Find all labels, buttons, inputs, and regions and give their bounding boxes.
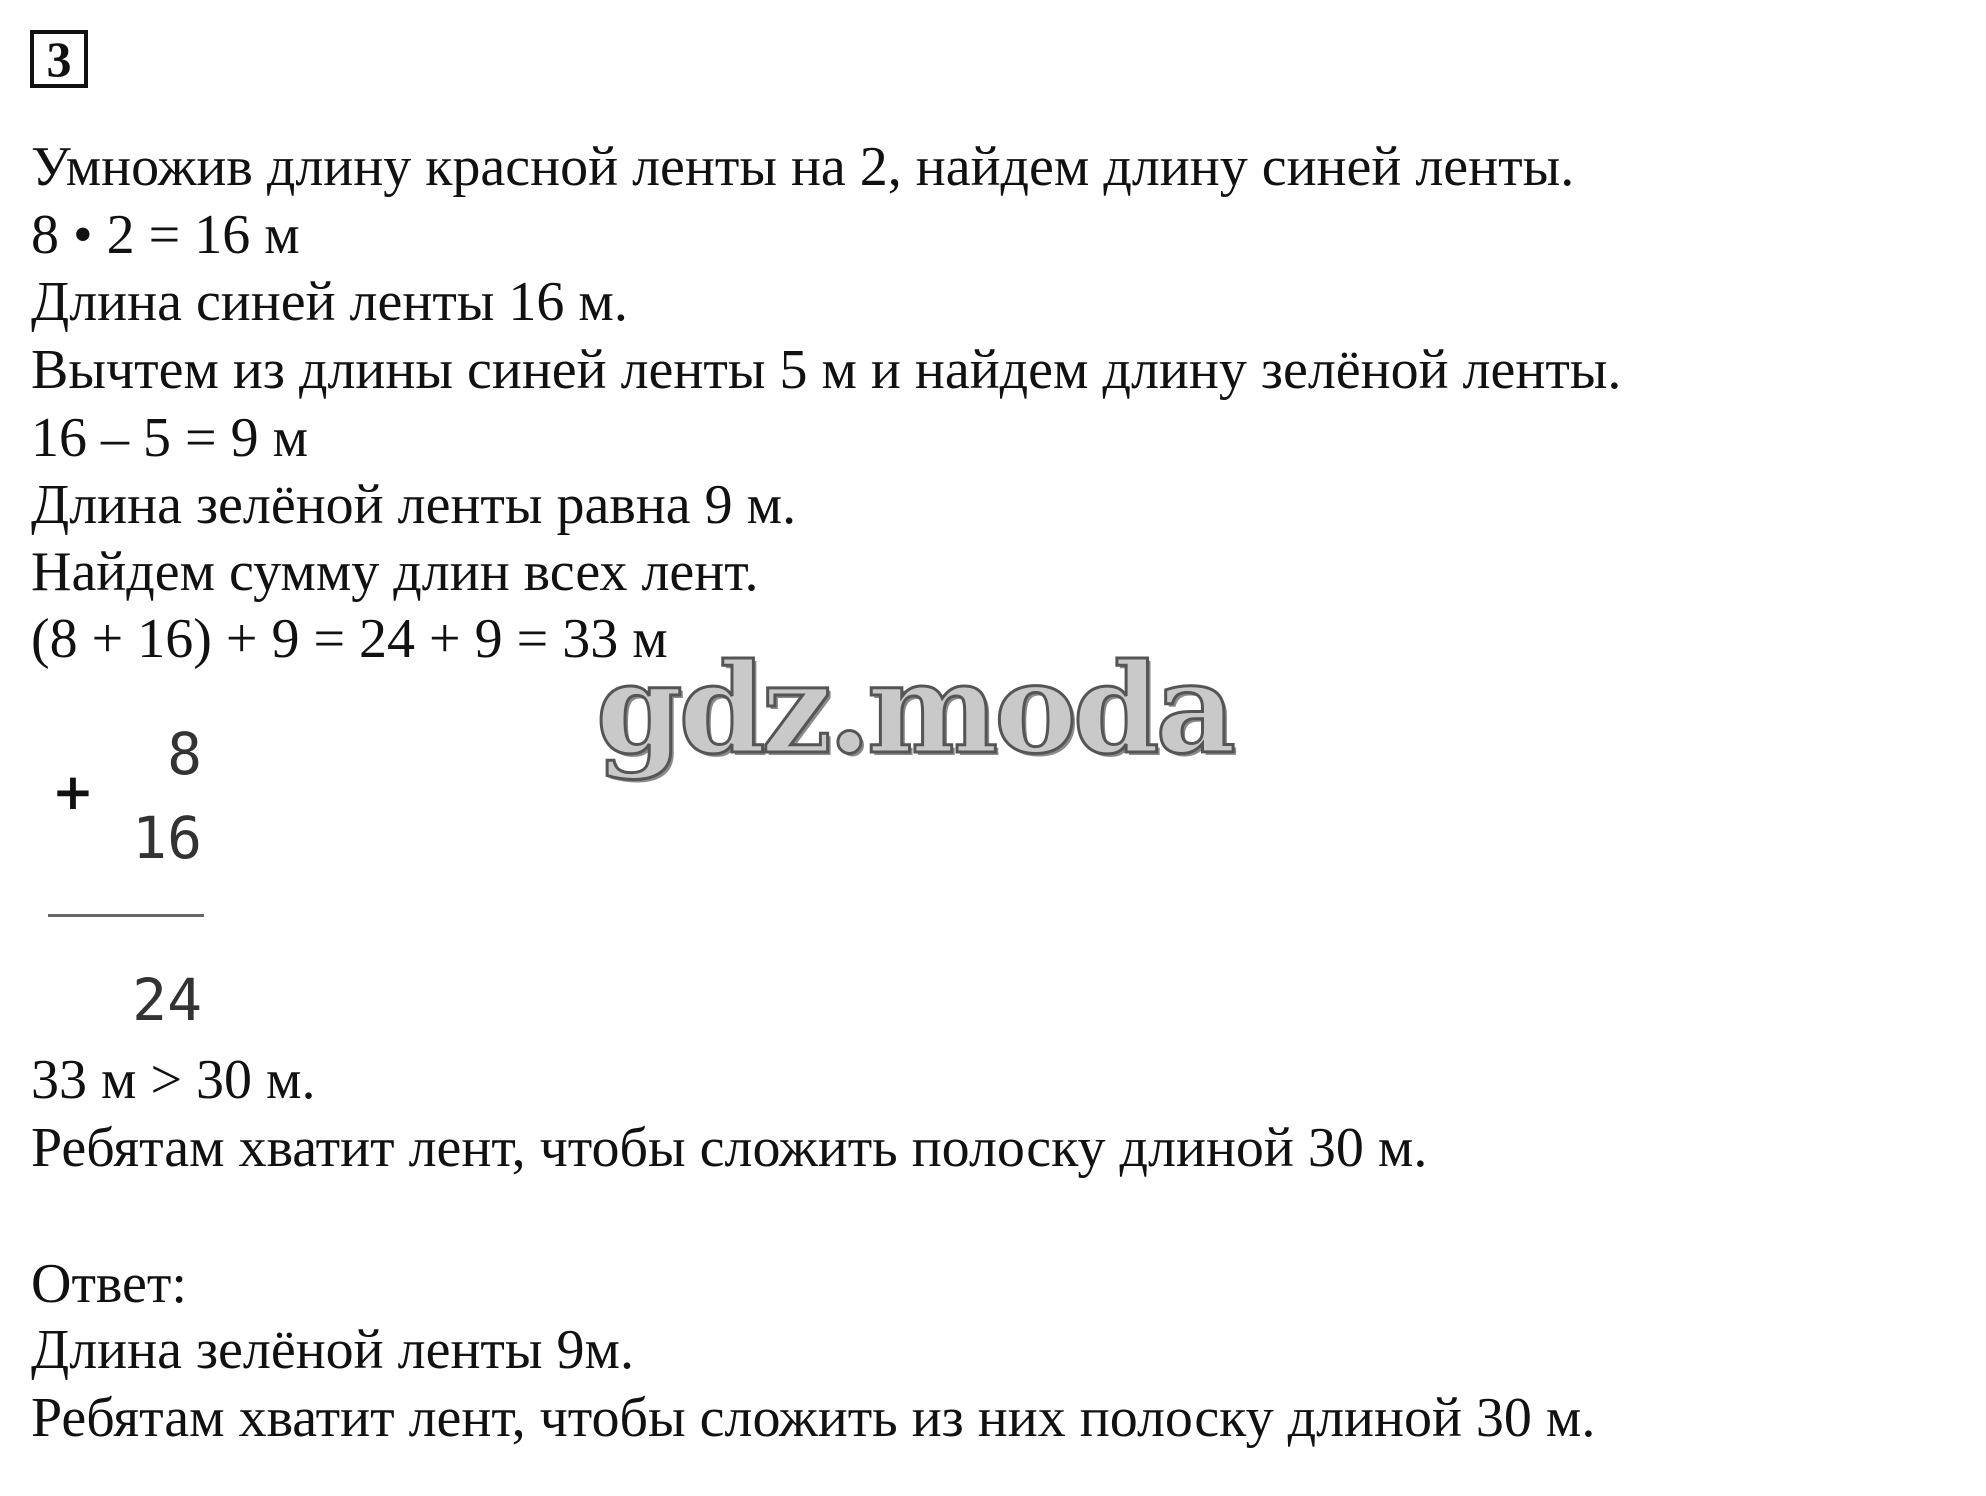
answer-label: Ответ: (31, 1253, 187, 1315)
sum-underline (48, 914, 204, 917)
solution-line-6: Длина зелёной ленты равна 9 м. (31, 474, 797, 536)
comparison-line-1: 33 м > 30 м. (31, 1049, 316, 1111)
addend-1: 8 (167, 720, 202, 788)
plus-sign: + (52, 763, 94, 821)
solution-line-2: 8 • 2 = 16 м (31, 204, 300, 266)
watermark: gdz.moda (596, 637, 1232, 782)
solution-line-4: Вычтем из длины синей ленты 5 м и найдем длину зелёной ленты. (31, 339, 1622, 401)
addend-2: 16 (132, 804, 202, 872)
solution-line-3: Длина синей ленты 16 м. (31, 271, 628, 333)
solution-line-7: Найдем сумму длин всех лент. (31, 541, 759, 603)
sum-result: 24 (132, 966, 202, 1034)
solution-line-5: 16 – 5 = 9 м (31, 407, 309, 469)
column-addition (44, 710, 214, 1034)
comparison-line-2: Ребятам хватит лент, чтобы сложить полоску длиной 30 м. (31, 1117, 1428, 1179)
solution-line-1: Умножив длину красной ленты на 2, найдем длину синей ленты. (31, 136, 1575, 198)
solution-line-8: (8 + 16) + 9 = 24 + 9 = 33 м (31, 608, 668, 670)
task-number-box: 3 (30, 30, 88, 88)
answer-line-2: Ребятам хватит лент, чтобы сложить из них полоску длиной 30 м. (31, 1387, 1596, 1449)
answer-line-1: Длина зелёной ленты 9м. (31, 1319, 634, 1381)
